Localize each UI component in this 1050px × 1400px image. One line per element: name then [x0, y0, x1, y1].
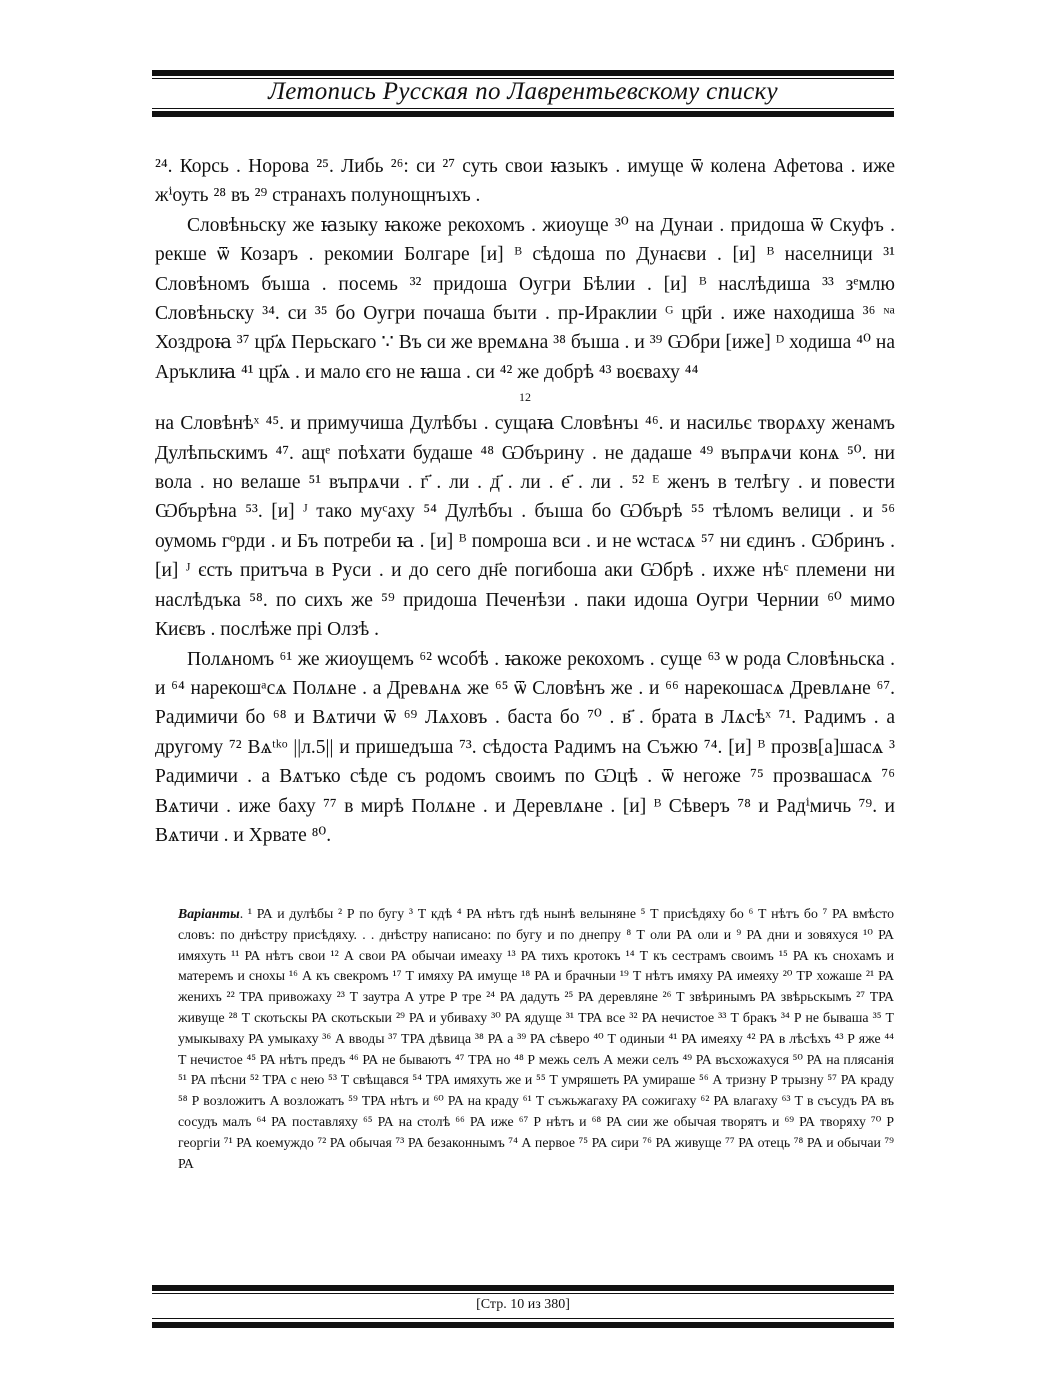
- footer-rule-top: [152, 1285, 894, 1291]
- header-rule-top: [152, 70, 894, 76]
- manuscript-page-marker: 12: [519, 390, 531, 405]
- chronicle-text: [155, 152, 895, 850]
- footer-rule-bottom-thin: [152, 1318, 894, 1319]
- paragraph: на Словѣнѣˣ ⁴⁵. и примучиша Дулѣбъı . сущаꙗ Словѣнъı ⁴⁶. и насильє творѧху женамъ Дулѣпьскимъ ⁴⁷. ащᵉ поѣхати будаше ⁴⁸ Ѡбърину . не дадаше ⁴⁹ въпрѧчи конѧ ⁵⁰. ни вола . но велаше ⁵¹ въпрѧчи . г҃ . ли . д҃ . ли . е҃ . ли . ⁵² ᴱ женъ в телѣгу . и повести Ѡбърѣна ⁵³. [и] ᴶ тако муᶜаху ⁵⁴ Дулѣбъı . бъıша бо Ѡбърѣ ⁵⁵ тѣломъ велици . и ⁵⁶ оумомь гᵒрди . и Бъ потреби ꙗ . [и] ᴮ помроша вси . и не ѡстасѧ ⁵⁷ ни єдинъ . Ѡбринъ . [и] ᴶ єсть притъча в Руси . и до сего дн҃е погибоша аки Ѡбрѣ . ихже нѣᶜ племени ни наслѣдъка ⁵⁸. по сихъ же ⁵⁹ придоша Печенѣзи . паки идоша Оугри Чернии ⁶⁰ мимо Києвъ . послѣже прі Олзѣ .: [155, 413, 895, 641]
- variants-text: . ¹ РА и дулѣбы ² Р по бугу ³ Т кдѣ ⁴ РА нѣтъ гдѣ нынѣ велыняне ⁵ Т присѣдяху бо ⁶ Т нѣтъ бо ⁷ РА вмѣсто словъ: по днѣстру присѣдяху. . . днѣстру написано: по бугу и по днепру ⁸ Т оли РА оли и ⁹ РА дни и зовяхуся ¹⁰ РА имяхуть ¹¹ РА нѣтъ свои ¹² А свои РА обычаи имеаху ¹³ РА тихъ кротокъ ¹⁴ Т къ сестрамъ своимъ ¹⁵ РА къ снохамъ и матеремъ и снохы ¹⁶ А къ свекромъ ¹⁷ Т имяху РА имуще ¹⁸ РА и брачныи ¹⁹ Т нѣтъ имяху РА имеяху ²⁰ ТР хожаше ²¹ РА женихъ ²² ТРА привожаху ²³ Т заутра А утре Р тре ²⁴ РА дадуть ²⁵ РА деревляне ²⁶ Т звѣринымъ РА звѣрьскымъ ²⁷ ТРА живуще ²⁸ Т скотьскы РА скотьскыи ²⁹ РА и убиваху ³⁰ РА ядуще ³¹ ТРА все ³² РА нечистое ³³ Т бракъ ³⁴ Р не бываша ³⁵ Т умыкываху РА умыкаху ³⁶ А вводы ³⁷ ТРА дѣвица ³⁸ РА а ³⁹ РА сѣверо ⁴⁰ Т одиныи ⁴¹ РА имеяху ⁴² РА в лѣсѣхъ ⁴³ Р яже ⁴⁴ Т нечистое ⁴⁵ РА нѣтъ предъ ⁴⁶ РА не бываютъ ⁴⁷ ТРА но ⁴⁸ Р межь селъ А межи селъ ⁴⁹ РА въсхожахуся ⁵⁰ РА на плясанія ⁵¹ РА пѣсни ⁵² ТРА с нею ⁵³ Т свѣщався ⁵⁴ ТРА имяхуть же и ⁵⁵ Т умряшеть РА умираше ⁵⁶ А тризну Р трызну ⁵⁷ РА краду ⁵⁸ Р возложитъ А возложатъ ⁵⁹ ТРА нѣтъ и ⁶⁰ РА на краду ⁶¹ Т съжьжагаху РА сожигаху ⁶² РА влагаху ⁶³ Т в съсудъ РА въ сосудъ малъ ⁶⁴ РА поставляху ⁶⁵ РА на столѣ ⁶⁶ РА иже ⁶⁷ Р нѣтъ и ⁶⁸ РА сии же обычая творятъ и ⁶⁹ РА творяху ⁷⁰ Р георгіи ⁷¹ РА коемуждо ⁷² РА обычая ⁷³ РА безаконнымъ ⁷⁴ А первое ⁷⁵ РА сири ⁷⁶ РА живуще ⁷⁷ РА отець ⁷⁸ РА и обычаи ⁷⁹ РА: [178, 906, 894, 1171]
- variants-apparatus: [178, 904, 894, 1174]
- header-rule-bottom: [152, 111, 894, 117]
- paragraph: Полѧномъ ⁶¹ же жиоущемъ ⁶² ѡсобѣ . ꙗкоже рекохомъ . суще ⁶³ ѡ рода Словѣньска . и ⁶⁴ нарекошᵃсѧ Полѧне . а Древѧнѧ же ⁶⁵ ѿ Словѣнъ же . и ⁶⁶ нарекошасѧ Древлѧне ⁶⁷. Радимичи бо ⁶⁸ и Вѧтичи ѿ ⁶⁹ Лѧховъ . баста бо ⁷⁰ . в҃ . брата в Лѧсѣˣ ⁷¹. Радимъ . а другому ⁷² Вѧᵗᵏᵒ ||л.5|| и пришедъша ⁷³. сѣдоста Радимъ на Съжю ⁷⁴. [и] ᴮ прозв[а]шасѧ ³ Радимичи . а Вѧтъко сѣде съ родомъ своимъ по Ѡцѣ . ѿ негоже ⁷⁵ прозвашасѧ ⁷⁶ Вѧтичи . иже баху ⁷⁷ в мирѣ Полѧне . и Деревлѧне . [и] ᴮ Сѣверъ ⁷⁸ и Радⁱмичь ⁷⁹. и Вѧтичи . и Хрвате ⁸⁰.: [155, 648, 895, 846]
- paragraph: ²⁴. Корсь . Норова ²⁵. Либь ²⁶: си ²⁷ суть свои ꙗзыкъ . имуще ѿ колена Афетова . иже жⁱоуть ²⁸ въ ²⁹ странахъ полунощнъıхъ .: [155, 156, 895, 207]
- footer-rule-top-thin: [152, 1293, 894, 1294]
- paragraph: Словѣньску же ꙗзыку ꙗкоже рекохомъ . жиоуще ³⁰ на Дунаи . придоша ѿ Скуфъ . рекше ѿ Козаръ . рекомии Болгаре [и] ᴮ сѣдоша по Дунаєви . [и] ᴮ населници ³¹ Словѣномъ бъıша . посемь ³² придоша Оугри Бѣлии . [и] ᴮ наслѣдиша ³³ зᵉмлю Словѣньску ³⁴. си ³⁵ бо Оугри почаша бъıти . пр-Ираклии ᴳ цр҃и . иже находиша ³⁶ ᶰᵃ Хоздроꙗ ³⁷ цр҃ѧ Перьскаго ∵ Въ си же времѧна ³⁸ бъıша . и ³⁹ Ѡбри [иже] ᴰ ходиша ⁴⁰ на Аръклиꙗ ⁴¹ цр҃ѧ . и мало єго не ꙗша . си ⁴² же добрѣ ⁴³ воєваху ⁴⁴: [155, 214, 895, 383]
- footer-rule-bottom: [152, 1322, 894, 1328]
- header-rule-bottom-thin: [152, 108, 894, 109]
- variants-label: Варіанты: [178, 906, 240, 921]
- page-number: [Стр. 10 из 380]: [476, 1297, 570, 1312]
- page-title: Летопись Русская по Лаврентьевскому списку: [268, 78, 778, 105]
